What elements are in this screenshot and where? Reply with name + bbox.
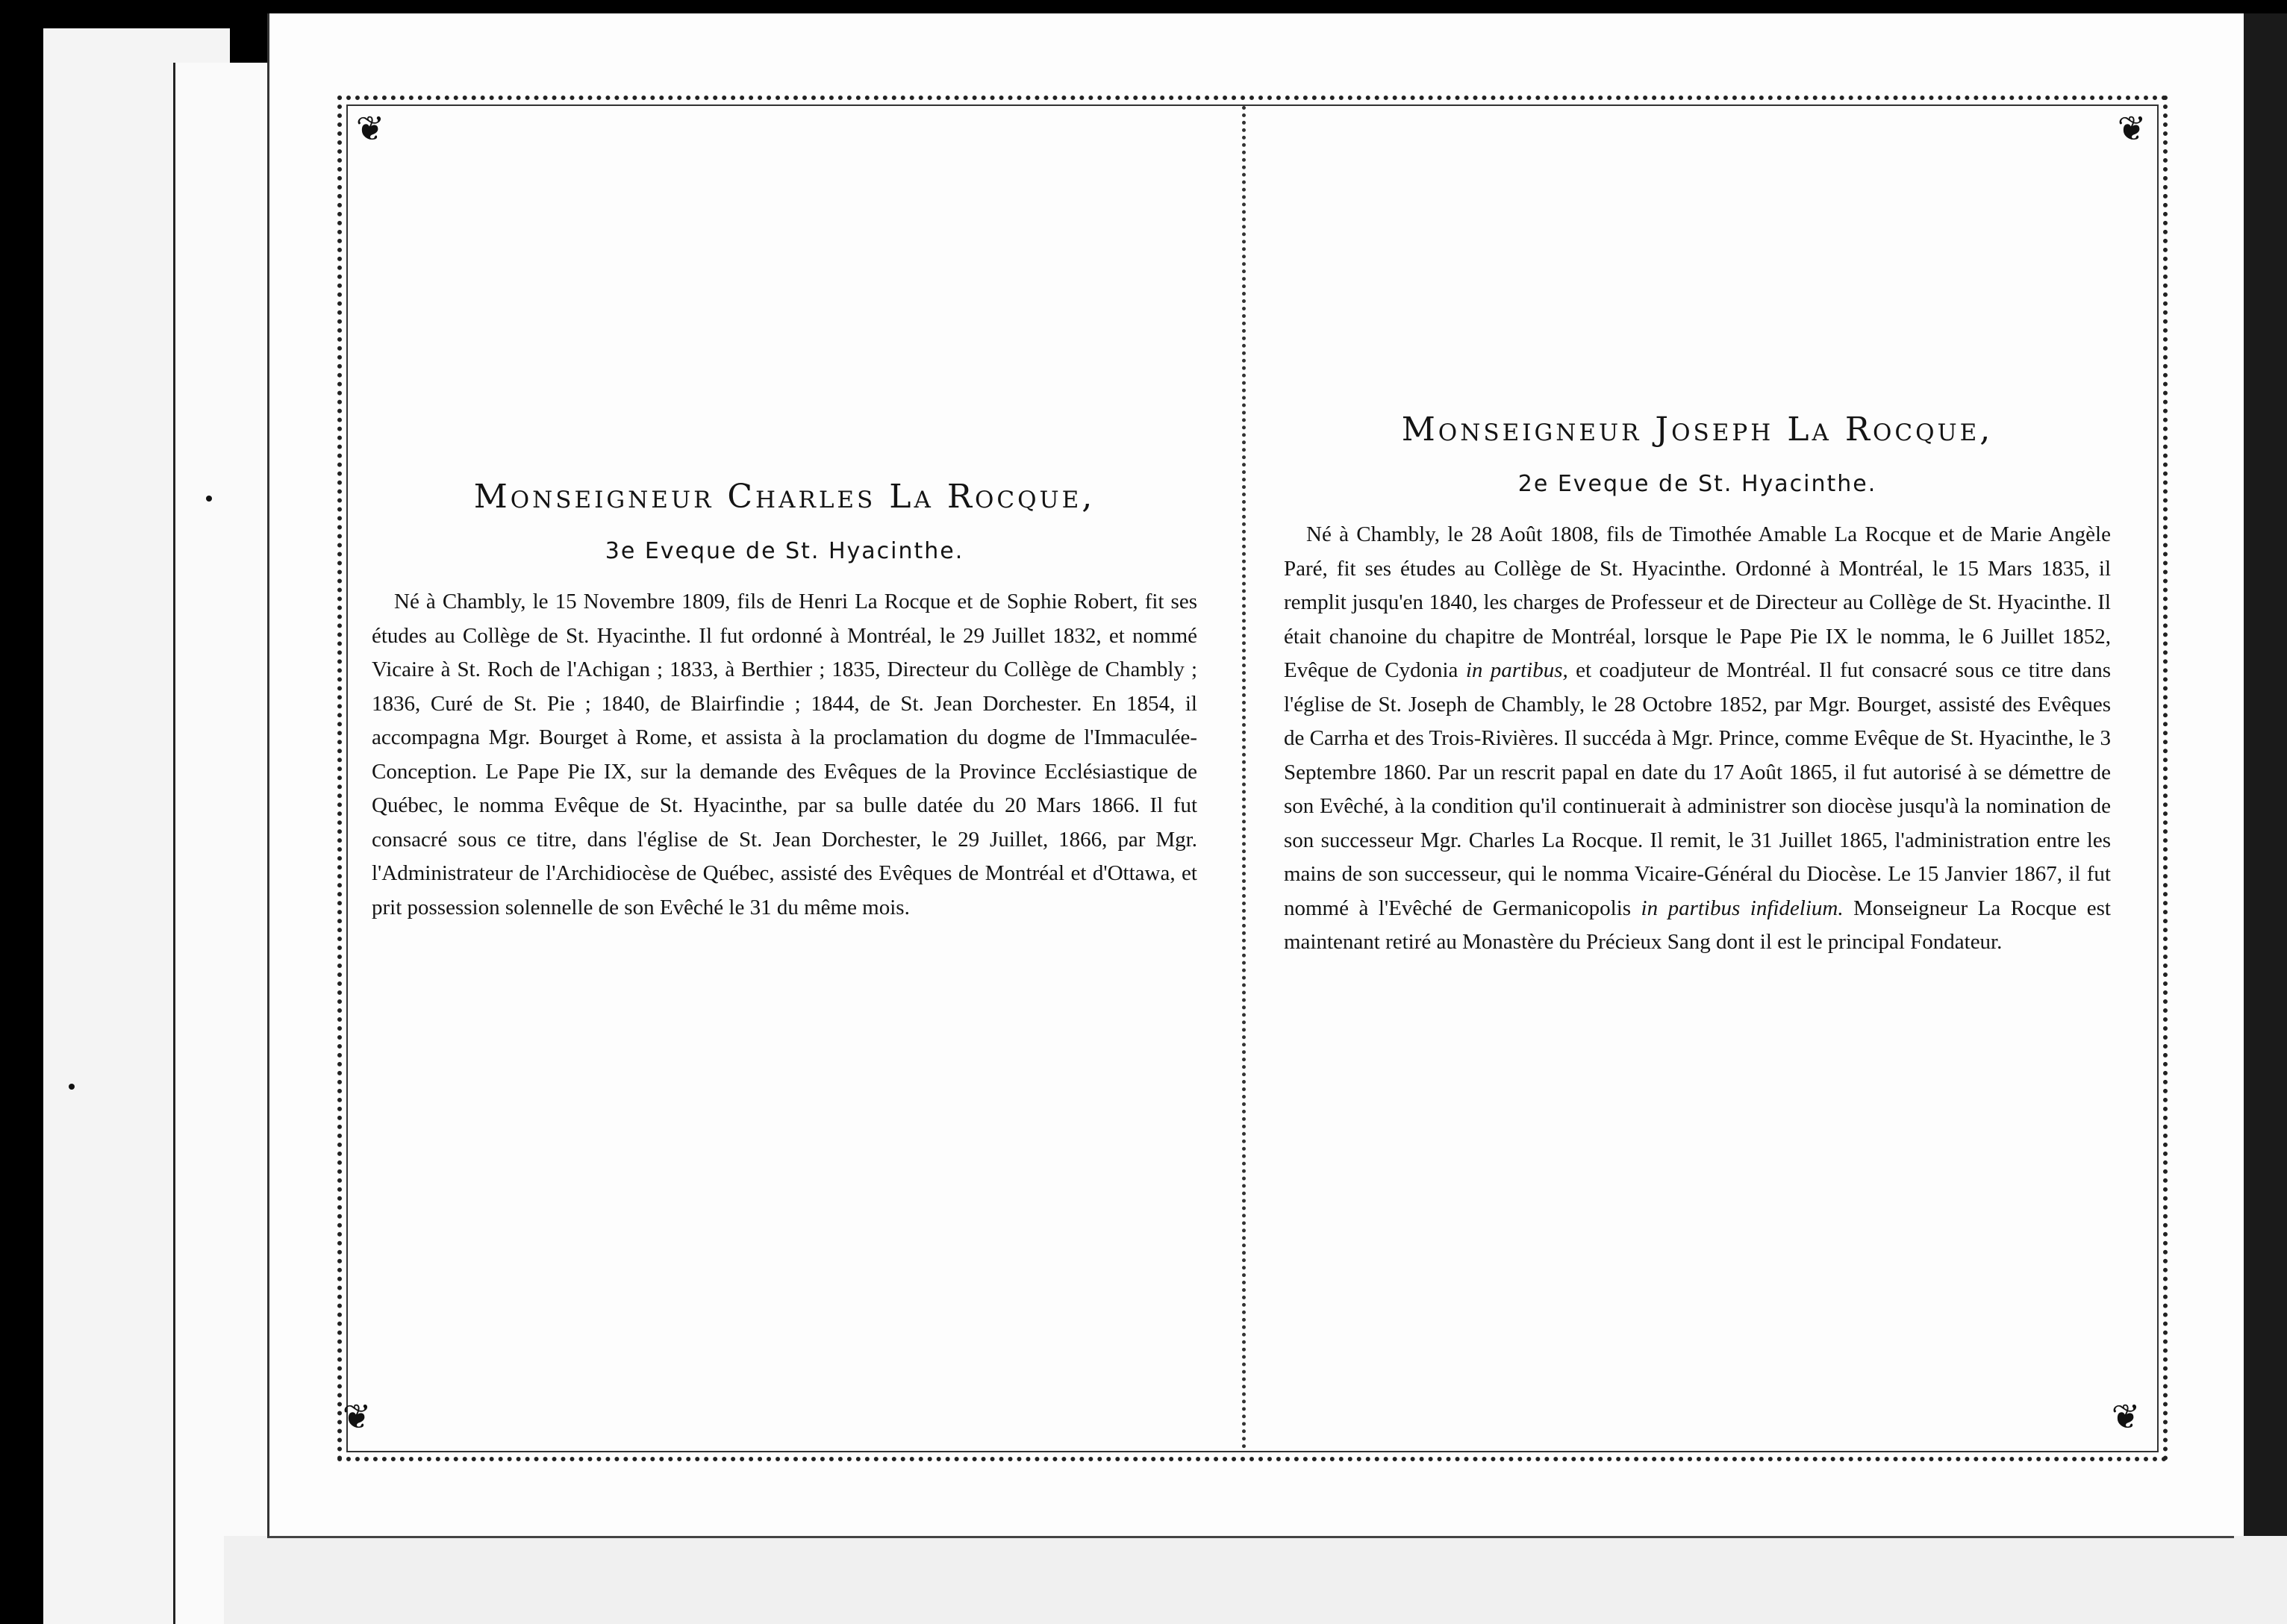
fleuron-icon: ❦ — [355, 108, 385, 149]
left-subtitle: 3e Eveque de St. Hyacinthe. — [605, 538, 964, 564]
right-biography — [1284, 410, 2111, 960]
fleuron-icon: ❦ — [2111, 1396, 2141, 1437]
right-italic-1: in partibus, — [1465, 658, 1568, 682]
right-paragraph — [1284, 518, 2111, 960]
left-paragraph: Né à Chambly, le 15 Novembre 1809, fils de Henri La Rocque et de Sophie Robert, fit ses études au Collège de St. Hyacinthe. Il fut ordonné à Montréal, le 29 Juillet 1832, et nommé Vicaire à St. Roch de l'Achigan ; 1833, à Berthier ; 1835, Directeur du Collège de Chambly ; 1836, Curé de St. Pie ; 1840, de Blairfindie ; 1844, de St. Jean Dorchester. En 1854, il accompagna Mgr. Bourget à Rome, et assista à la proclamation du dogme de l'Immaculée-Conception. Le Pape Pie IX, sur la demande des Evêques de la Province Ecclésiastique de Québec, le nomma Evêque de St. Hyacinthe, par sa bulle datée du 20 Mars 1866. Il fut consacré sous ce titre, dans l'église de St. Jean Dorchester, le 29 Juillet, 1866, par Mgr. l'Administrateur de l'Archidiocèse de Québec, assisté des Evêques de Montréal et d'Ottawa, et prit possession solennelle de son Evêché le 31 du même mois. — [372, 590, 1197, 919]
right-paragraph-part3: Monseigneur La Rocque est maintenant retiré au Monastère du Précieux Sang dont il est le principal Fondateur. — [1284, 896, 2111, 954]
center-dotted-divider — [1242, 106, 1246, 1449]
right-italic-2: in partibus infidelium. — [1641, 896, 1844, 920]
left-title: Monseigneur Charles La Rocque, — [473, 478, 1096, 516]
right-subtitle: 2e Eveque de St. Hyacinthe. — [1517, 471, 1877, 497]
left-biography — [372, 478, 1197, 925]
right-binding-shadow — [2244, 13, 2287, 1624]
right-paragraph-part1: Né à Chambly, le 28 Août 1808, fils de Timothée Amable La Rocque et de Marie Angèle Paré, fit ses études au Collège de St. Hyacinthe. Ordonné à Montréal, le 15 Mars 1835, il remplit jusqu'en 1840, les charges de Professeur et de Directeur au Collège de St. Hyacinthe. Il était chanoine du chapitre de Montréal, lorsque le Pape Pie IX le nomma, le 6 Juillet 1852, Evêque de Cydonia — [1284, 522, 2111, 682]
speck — [206, 496, 212, 502]
right-title: Monseigneur Joseph La Rocque, — [1401, 410, 1994, 449]
fleuron-icon: ❦ — [342, 1396, 372, 1437]
speck — [69, 1084, 75, 1090]
right-paragraph-part2: et coadjuteur de Montréal. Il fut consacré sous ce titre dans l'église de St. Joseph de Chambly, le 28 Octobre 1852, par Mgr. Bourget, assisté des Evêques de Carrha et des Trois-Rivières. Il succéda à Mgr. Prince, comme Evêque de St. Hyacinthe, le 3 Septembre 1860. Par un rescrit papal en date du 17 Août 1865, il fut autorisé à se démettre de son Evêché, à la condition qu'il continuerait à administrer son diocèse jusqu'à la nomination de son successeur Mgr. Charles La Rocque. Il remit, le 31 Juillet 1865, l'administration entre les mains de son successeur, qui le nomma Vicaire-Général du Diocèse. Le 15 Janvier 1867, il fut nommé à l'Evêché de Germanicopolis — [1284, 658, 2111, 920]
bottom-page-edge — [224, 1536, 2287, 1624]
fleuron-icon: ❦ — [2117, 108, 2147, 149]
